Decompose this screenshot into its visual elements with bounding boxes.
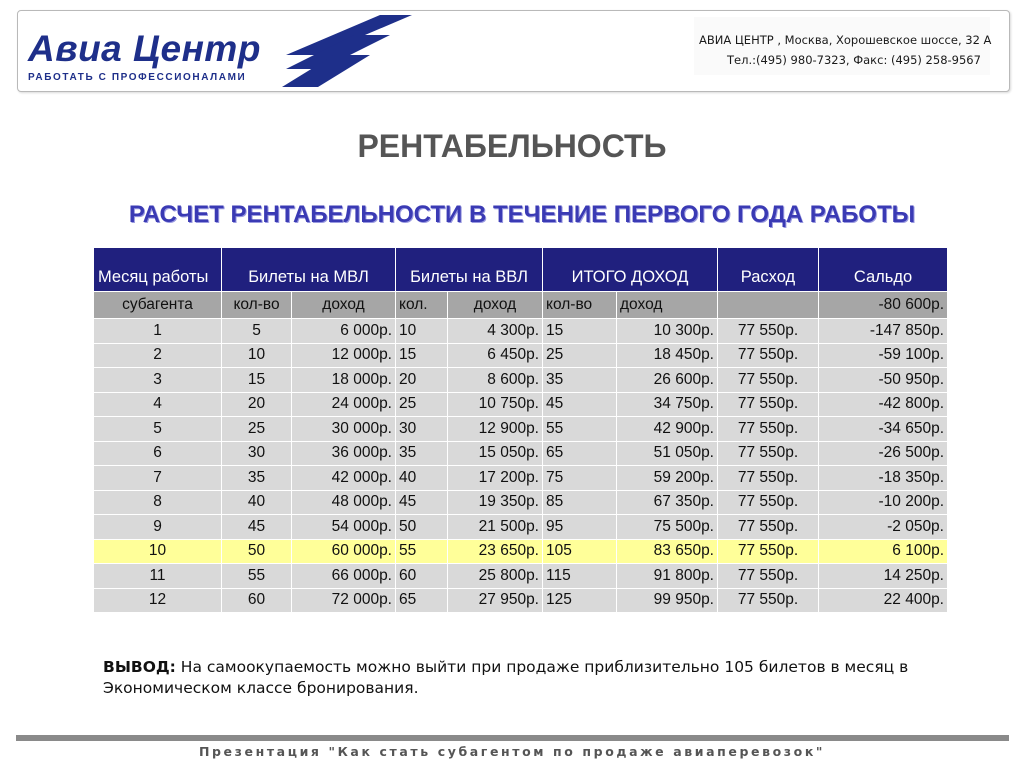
table-cell: 45 — [396, 490, 448, 515]
table-cell: 36 000р. — [292, 441, 396, 466]
table-cell: 35 — [543, 368, 617, 393]
table-cell: 5 — [94, 417, 222, 442]
table-cell: 6 450р. — [448, 343, 543, 368]
table-cell: 8 — [94, 490, 222, 515]
table-cell: 40 — [222, 490, 292, 515]
table-cell: 55 — [396, 539, 448, 564]
table-cell: 66 000р. — [292, 564, 396, 589]
table-cell: 77 550р. — [718, 539, 819, 564]
table-cell: 9 — [94, 515, 222, 540]
table-cell: 27 950р. — [448, 588, 543, 613]
footer-text: Презентация "Как стать субагентом по продаже авиаперевозок" — [198, 744, 826, 759]
table-cell: 6 000р. — [292, 319, 396, 344]
table-cell: 26 600р. — [617, 368, 718, 393]
table-cell: 25 — [396, 392, 448, 417]
page-subtitle: РАСЧЕТ РЕНТАБЕЛЬНОСТИ В ТЕЧЕНИЕ ПЕРВОГО ГОДА РАБОТЫ — [128, 201, 916, 228]
table-row — [94, 539, 948, 564]
table-cell: -59 100р. — [819, 343, 948, 368]
contact-address: АВИА ЦЕНТР , Москва, Хорошевское шоссе, 32 А — [699, 33, 992, 47]
subheader-cell: кол-во — [543, 292, 617, 319]
table-header-row — [94, 248, 948, 292]
table-cell: 10 — [222, 343, 292, 368]
table-cell: 24 000р. — [292, 392, 396, 417]
table-cell: 8 600р. — [448, 368, 543, 393]
table-cell: 60 — [396, 564, 448, 589]
subheader-cell — [718, 292, 819, 319]
table-cell: 85 — [543, 490, 617, 515]
table-cell: 77 550р. — [718, 417, 819, 442]
table-cell: 60 — [222, 588, 292, 613]
table-cell: 77 550р. — [718, 466, 819, 491]
table-cell: 35 — [396, 441, 448, 466]
table-cell: 59 200р. — [617, 466, 718, 491]
table-row — [94, 564, 948, 589]
table-cell: 42 000р. — [292, 466, 396, 491]
table-cell: -26 500р. — [819, 441, 948, 466]
header-total-income: ИТОГО ДОХОД — [543, 248, 718, 292]
table-cell: 2 — [94, 343, 222, 368]
subheader-cell: кол. — [396, 292, 448, 319]
table-cell: 25 — [222, 417, 292, 442]
table-cell: 77 550р. — [718, 515, 819, 540]
table-cell: 55 — [543, 417, 617, 442]
header-expense: Расход — [718, 248, 819, 292]
subheader-cell: кол-во — [222, 292, 292, 319]
table-cell: 22 400р. — [819, 588, 948, 613]
table-cell: 10 — [94, 539, 222, 564]
logo-slogan: РАБОТАТЬ С ПРОФЕССИОНАЛАМИ — [28, 72, 247, 83]
profitability-table — [93, 248, 948, 613]
table-cell: 45 — [543, 392, 617, 417]
table-cell: 10 300р. — [617, 319, 718, 344]
table-cell: 6 — [94, 441, 222, 466]
table-cell: 18 000р. — [292, 368, 396, 393]
contact-phones: Тел.:(495) 980-7323, Факс: (495) 258-9567 — [727, 53, 981, 67]
table-row — [94, 441, 948, 466]
table-cell: 17 200р. — [448, 466, 543, 491]
table-cell: 11 — [94, 564, 222, 589]
table-cell: 30 — [396, 417, 448, 442]
table-cell: 25 — [543, 343, 617, 368]
table-cell: 77 550р. — [718, 588, 819, 613]
table-cell: 10 — [396, 319, 448, 344]
initial-balance: -80 600р. — [819, 292, 948, 319]
table-cell: 7 — [94, 466, 222, 491]
table-cell: 77 550р. — [718, 392, 819, 417]
table-cell: 30 000р. — [292, 417, 396, 442]
table-cell: -42 800р. — [819, 392, 948, 417]
table-cell: -10 200р. — [819, 490, 948, 515]
table-cell: 72 000р. — [292, 588, 396, 613]
table-cell: 125 — [543, 588, 617, 613]
table-cell: -2 050р. — [819, 515, 948, 540]
table-cell: 45 — [222, 515, 292, 540]
table-row — [94, 392, 948, 417]
table-cell: 23 650р. — [448, 539, 543, 564]
table-cell: 5 — [222, 319, 292, 344]
table-subheader-row — [94, 292, 948, 319]
table-cell: 77 550р. — [718, 368, 819, 393]
table-body — [94, 319, 948, 613]
logo-wings-icon — [262, 15, 412, 87]
subheader-cell: доход — [292, 292, 396, 319]
table-cell: -18 350р. — [819, 466, 948, 491]
conclusion — [103, 657, 983, 699]
table-cell: 12 — [94, 588, 222, 613]
table-cell: 25 800р. — [448, 564, 543, 589]
table-cell: 34 750р. — [617, 392, 718, 417]
table-row — [94, 515, 948, 540]
header-month: Месяц работы — [94, 248, 222, 292]
logo-name: Авиа Центр — [28, 28, 261, 69]
table-cell: 20 — [396, 368, 448, 393]
conclusion-label: ВЫВОД: — [103, 658, 176, 676]
table-cell: -50 950р. — [819, 368, 948, 393]
header-banner — [17, 10, 1010, 92]
table-cell: 21 500р. — [448, 515, 543, 540]
table-cell: 105 — [543, 539, 617, 564]
table-cell: 4 — [94, 392, 222, 417]
table-cell: 3 — [94, 368, 222, 393]
table-cell: 77 550р. — [718, 441, 819, 466]
table-row — [94, 466, 948, 491]
table-row — [94, 319, 948, 344]
table-cell: 15 — [396, 343, 448, 368]
table-cell: 95 — [543, 515, 617, 540]
header-vvl: Билеты на ВВЛ — [396, 248, 543, 292]
table-row — [94, 343, 948, 368]
table-row — [94, 588, 948, 613]
table-cell: 55 — [222, 564, 292, 589]
table-row — [94, 368, 948, 393]
table-cell: 77 550р. — [718, 490, 819, 515]
table-cell: 12 000р. — [292, 343, 396, 368]
logo — [26, 14, 406, 89]
table-cell: 6 100р. — [819, 539, 948, 564]
table-cell: 12 900р. — [448, 417, 543, 442]
contact-info — [694, 17, 990, 75]
table-cell: 19 350р. — [448, 490, 543, 515]
table-cell: 50 — [396, 515, 448, 540]
table-cell: 10 750р. — [448, 392, 543, 417]
table-cell: 51 050р. — [617, 441, 718, 466]
table-cell: 91 800р. — [617, 564, 718, 589]
table-cell: 50 — [222, 539, 292, 564]
footer-divider — [16, 735, 1009, 741]
table-cell: 60 000р. — [292, 539, 396, 564]
table-cell: 54 000р. — [292, 515, 396, 540]
table-cell: 99 950р. — [617, 588, 718, 613]
table-cell: 20 — [222, 392, 292, 417]
subheader-cell: доход — [617, 292, 718, 319]
table-cell: 67 350р. — [617, 490, 718, 515]
table-cell: 15 050р. — [448, 441, 543, 466]
table-cell: 40 — [396, 466, 448, 491]
table-cell: 77 550р. — [718, 319, 819, 344]
table-cell: -34 650р. — [819, 417, 948, 442]
table-cell: -147 850р. — [819, 319, 948, 344]
table-cell: 15 — [222, 368, 292, 393]
table-cell: 35 — [222, 466, 292, 491]
table-cell: 77 550р. — [718, 564, 819, 589]
table-cell: 65 — [396, 588, 448, 613]
page-title: РЕНТАБЕЛЬНОСТЬ — [357, 128, 667, 164]
table-row — [94, 417, 948, 442]
table-cell: 75 500р. — [617, 515, 718, 540]
header-balance: Сальдо — [819, 248, 948, 292]
table-cell: 115 — [543, 564, 617, 589]
table-cell: 14 250р. — [819, 564, 948, 589]
table-cell: 42 900р. — [617, 417, 718, 442]
table-cell: 1 — [94, 319, 222, 344]
table-cell: 15 — [543, 319, 617, 344]
table-row — [94, 490, 948, 515]
table-cell: 48 000р. — [292, 490, 396, 515]
table-cell: 83 650р. — [617, 539, 718, 564]
table-cell: 77 550р. — [718, 343, 819, 368]
table-cell: 65 — [543, 441, 617, 466]
header-mvl: Билеты на МВЛ — [222, 248, 396, 292]
table-cell: 30 — [222, 441, 292, 466]
conclusion-text: На самоокупаемость можно выйти при продаже приблизительно 105 билетов в месяц в Экономическом классе бронирования. — [103, 658, 909, 697]
table-cell: 4 300р. — [448, 319, 543, 344]
subheader-cell: доход — [448, 292, 543, 319]
subheader-cell: субагента — [94, 292, 222, 319]
table-cell: 75 — [543, 466, 617, 491]
table-cell: 18 450р. — [617, 343, 718, 368]
